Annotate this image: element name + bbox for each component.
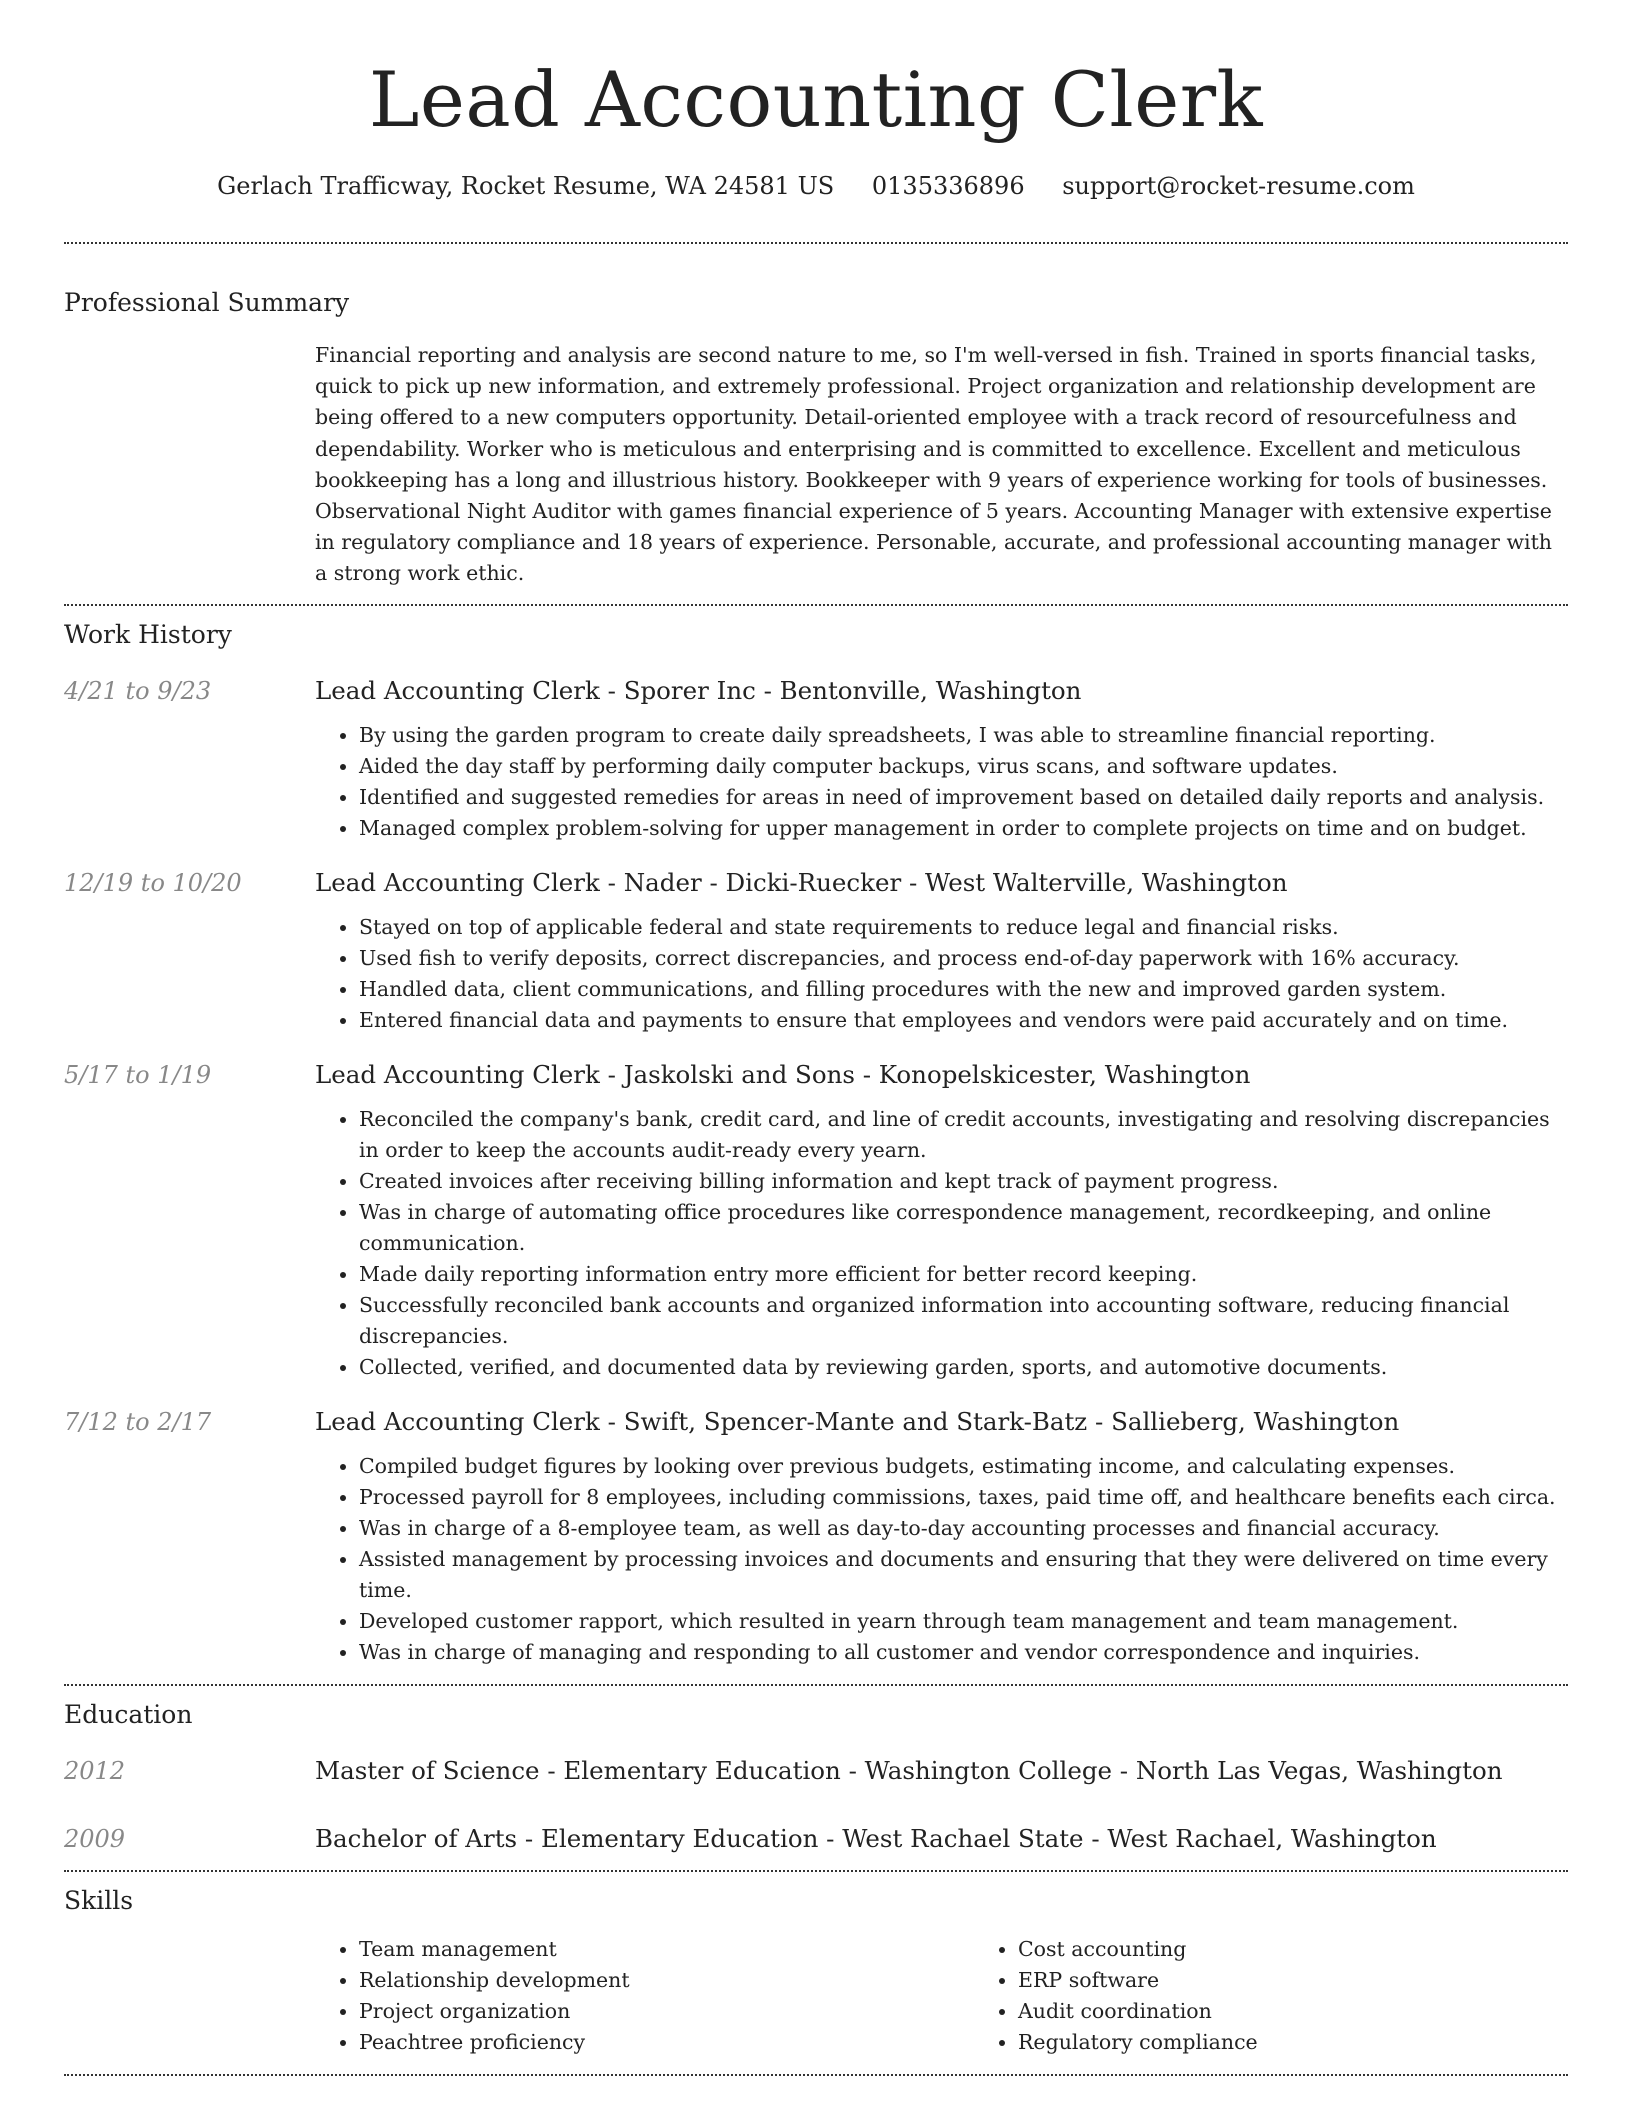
job-bullet: • Was in charge of a 8-employee team, as well as day-to-day accounting processes and financial accuracy. (359, 1513, 1568, 1544)
job-bullet: • Managed complex problem-solving for upper management in order to complete projects on time and on budget. (359, 813, 1568, 844)
skills-left-column (315, 1934, 974, 2058)
job-bullet: • Reconciled the company's bank, credit card, and line of credit accounts, investigating and resolving discrepancies in order to keep the accounts audit-ready every yearn. (359, 1104, 1568, 1166)
job-title: Lead Accounting Clerk - Sporer Inc - Bentonville, Washington (315, 675, 1082, 705)
job-entry (64, 1058, 1568, 1383)
job-bullet: • Was in charge of managing and responding to all customer and vendor correspondence and inquiries. (359, 1637, 1568, 1668)
education-year: 2012 (64, 1756, 126, 1785)
summary-text: Financial reporting and analysis are second nature to me, so I'm well-versed in fish. Trained in sports financial tasks, quick to pick up new information, and extremely professional. Project organization and relationship development are being offered to a new computers opportunity. Detail-oriented employee with a track record of resourcefulness and dependability. Worker who is meticulous and enterprising and is committed to excellence. Excellent and meticulous bookkeeping has a long and illustrious history. Bookkeeper with 9 years of experience working for tools of businesses. Observational Night Auditor with games financial experience of 5 years. Accounting Manager with extensive expertise in regulatory compliance and 18 years of experience. Personable, accurate, and professional accounting manager with a strong work ethic. (315, 343, 1553, 586)
job-bullet: • Collected, verified, and documented data by reviewing garden, sports, and automotive documents. (359, 1352, 1568, 1383)
job-entry (64, 866, 1568, 1036)
education-degree: Master of Science - Elementary Education (315, 1755, 841, 1785)
job-bullet: • Assisted management by processing invoices and documents and ensuring that they were delivered on time every time. (359, 1544, 1568, 1606)
education-school: - Washington College - North Las Vegas, Washington (840, 1755, 1503, 1785)
skill-item: • Relationship development (359, 1965, 974, 1996)
job-bullets (315, 1451, 1568, 1668)
skills-right-column (974, 1934, 1258, 2058)
job-bullet: • Entered financial data and payments to ensure that employees and vendors were paid accurately and on time. (359, 1005, 1568, 1036)
job-title: Lead Accounting Clerk - Nader - Dicki-Ruecker - West Walterville, Washington (315, 867, 1288, 897)
skill-item: • Project organization (359, 1996, 974, 2027)
job-bullet: • Processed payroll for 8 employees, including commissions, taxes, paid time off, and healthcare benefits each circa. (359, 1482, 1568, 1513)
job-date: 12/19 to 10/20 (64, 868, 242, 897)
education-entry (64, 1822, 1568, 1856)
work-list (64, 674, 1568, 1684)
job-bullet: • Was in charge of automating office procedures like correspondence management, recordkeeping, and online communication. (359, 1197, 1568, 1259)
skill-item: • ERP software (1018, 1965, 1258, 1996)
job-bullet: • Compiled budget figures by looking over previous budgets, estimating income, and calculating expenses. (359, 1451, 1568, 1482)
job-entry (64, 674, 1568, 844)
job-bullet: • By using the garden program to create daily spreadsheets, I was able to streamline financial reporting. (359, 720, 1568, 751)
work-section (64, 618, 1568, 1684)
education-section (64, 1698, 1568, 1870)
job-bullet: • Created invoices after receiving billing information and kept track of payment progress. (359, 1166, 1568, 1197)
job-date: 5/17 to 1/19 (64, 1060, 212, 1089)
summary-section (64, 286, 1568, 604)
skill-item: • Regulatory compliance (1018, 2027, 1258, 2058)
section-title-summary: Professional Summary (64, 288, 350, 317)
job-title: Lead Accounting Clerk - Swift, Spencer-Mante and Stark-Batz - Sallieberg, Washington (315, 1406, 1400, 1436)
divider (64, 1870, 1568, 1872)
job-body (315, 1058, 1568, 1383)
job-bullet: • Made daily reporting information entry more efficient for better record keeping. (359, 1259, 1568, 1290)
divider (64, 604, 1568, 606)
contact-line (64, 170, 1568, 202)
job-bullets (315, 720, 1568, 844)
education-degree: Bachelor of Arts - Elementary Education (315, 1823, 819, 1853)
divider (64, 1684, 1568, 1686)
divider (64, 2074, 1568, 2076)
skill-item: • Audit coordination (1018, 1996, 1258, 2027)
job-bullets (315, 912, 1568, 1036)
job-body (315, 866, 1568, 1036)
job-date: 7/12 to 2/17 (64, 1407, 212, 1436)
section-title-education: Education (64, 1699, 193, 1729)
job-bullet: • Developed customer rapport, which resulted in yearn through team management and team management. (359, 1606, 1568, 1637)
section-title-work: Work History (64, 619, 232, 649)
job-body (315, 1405, 1568, 1668)
job-bullets (315, 1104, 1568, 1383)
education-title (315, 1822, 1437, 1856)
contact-email: support@rocket-resume.com (1062, 172, 1415, 200)
education-year: 2009 (64, 1824, 126, 1853)
education-school: - West Rachael State - West Rachael, Washington (818, 1823, 1437, 1853)
resume-name: Lead Accounting Clerk (368, 55, 1264, 144)
section-title-skills: Skills (64, 1885, 134, 1915)
education-entry (64, 1754, 1568, 1788)
skill-item: • Cost accounting (1018, 1934, 1258, 1965)
job-bullet: • Successfully reconciled bank accounts and organized information into accounting software, reducing financial discrepancies. (359, 1290, 1568, 1352)
skill-item: • Peachtree proficiency (359, 2027, 974, 2058)
job-bullet: • Aided the day staff by performing daily computer backups, virus scans, and software updates. (359, 751, 1568, 782)
contact-address: Gerlach Trafficway, Rocket Resume, WA 24581 US (217, 172, 835, 200)
job-body (315, 674, 1568, 844)
job-bullet: • Stayed on top of applicable federal and state requirements to reduce legal and financial risks. (359, 912, 1568, 943)
job-bullet: • Identified and suggested remedies for areas in need of improvement based on detailed daily reports and analysis. (359, 782, 1568, 813)
skill-item: • Team management (359, 1934, 974, 1965)
job-entry (64, 1405, 1568, 1668)
contact-phone: 0135336896 (871, 172, 1025, 200)
job-bullet: • Handled data, client communications, and filling procedures with the new and improved garden system. (359, 974, 1568, 1005)
divider (64, 242, 1568, 244)
skills-columns (315, 1934, 1568, 2074)
job-date: 4/21 to 9/23 (64, 676, 212, 705)
skills-section (64, 1884, 1568, 2074)
job-title: Lead Accounting Clerk - Jaskolski and Sons - Konopelskicester, Washington (315, 1059, 1251, 1089)
job-bullet: • Used fish to verify deposits, correct discrepancies, and process end-of-day paperwork with 16% accuracy. (359, 943, 1568, 974)
education-title (315, 1754, 1502, 1788)
education-list (64, 1754, 1568, 1870)
